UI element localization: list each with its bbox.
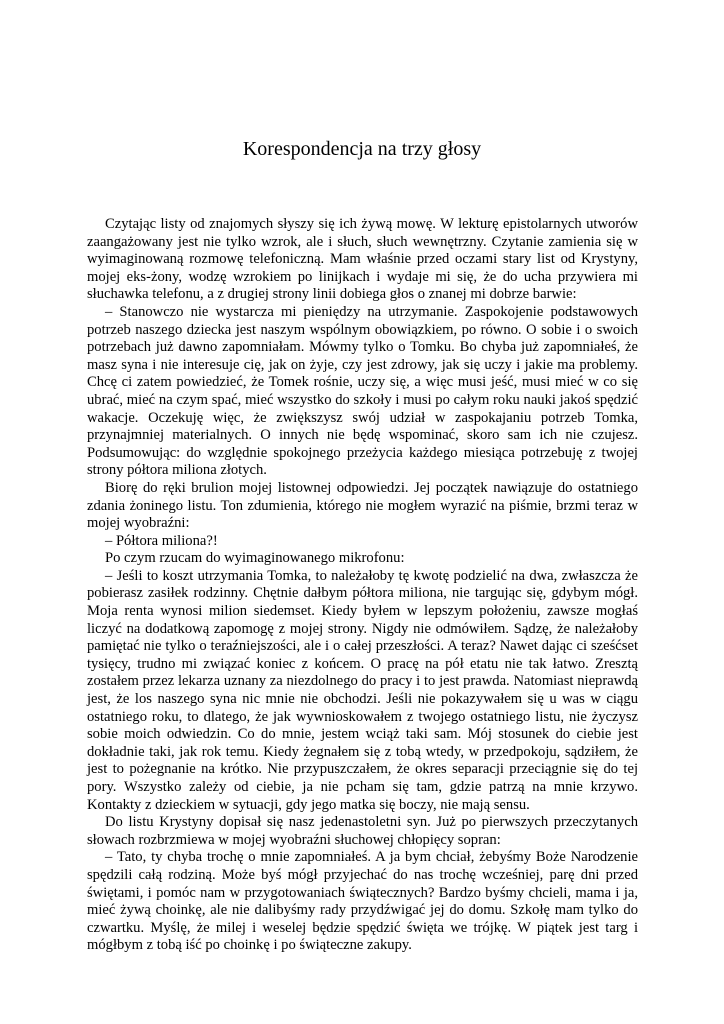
page-title: Korespondencja na trzy głosy [242,138,482,160]
paragraph: – Stanowczo nie wystarcza mi pieniędzy na utrzymanie. Zaspokojenie podstawowych potrzeb naszego dziecka jest naszym wspólnym obowiązkiem, po równo. O sobie i o swoich potrzebach już dawno zapomniałam. Mówmy tylko o Tomku. Bo chyba już zapomniałeś, że masz syna i nie interesuje cię, jak on żyje, czy jest zdrowy, jak się uczy i jakie ma problemy. Chcę ci zatem powiedzieć, że Tomek rośnie, uczy się, a więc musi jeść, musi mieć w co się ubrać, mieć na czym spać, mieć wszystko do szkoły i musi po całym roku nauki jakoś spędzić wakacje. Oczekuję więc, że zwiększysz swój udział w zaspokajaniu potrzeb Tomka, przynajmniej materialnych. O innych nie będę wspominać, skoro sam ich nie czujesz. Podsumowując: do względnie spokojnego przeżycia każdego miesiąca potrzebuję z twojej strony półtora miliona złotych. [87,303,638,479]
paragraph: – Jeśli to koszt utrzymania Tomka, to należałoby tę kwotę podzielić na dwa, zwłaszcza że pobierasz zasiłek rodzinny. Chętnie dałbym półtora miliona, nie targując się, gdybym mógł. Moja renta wynosi milion siedemset. Kiedy byłem w lepszym położeniu, zawsze mogłaś liczyć na dodatkową zapomogę z mojej strony. Nigdy nie odmówiłem. Sądzę, że należałoby pamiętać nie tylko o teraźniejszości, ale i o całej przeszłości. A teraz? Nawet dając ci sześćset tysięcy, trudno mi związać koniec z końcem. O pracę na pół etatu nie tak łatwo. Zresztą zostałem przez lekarza uznany za niezdolnego do pracy i to jest prawda. Natomiast nieprawdą jest, że los naszego syna nic mnie nie obchodzi. Jeśli nie pokazywałem się u was w ciągu ostatniego roku, to dlatego, że jak wywnioskowałem z twojego ostatniego listu, nie życzysz sobie moich odwiedzin. Co do mnie, jestem wciąż taki sam. Mój stosunek do ciebie jest dokładnie taki, jak rok temu. Kiedy żegnałem się z tobą wtedy, w przedpokoju, sądziłem, że jest to pożegnanie na krótko. Nie przypuszczałem, że okres separacji przeciągnie się do tej pory. Wszystko zależy od ciebie, ja nie pcham się tam, gdzie patrzą na mnie krzywo. Kontakty z dzieckiem w sytuacji, gdy jego matka się boczy, nie mają sensu. [87,567,638,813]
paragraph: Do listu Krystyny dopisał się nasz jedenastoletni syn. Już po pierwszych przeczytanych słowach rozbrzmiewa w mojej wyobraźni słuchowej chłopięcy sopran: [87,814,638,848]
paragraph: – Półtora miliona?! [105,532,218,549]
paragraph: Czytając listy od znajomych słyszy się ich żywą mowę. W lekturę epistolarnych utworów zaangażowany jest nie tylko wzrok, ale i słuch, słuch wewnętrzny. Czytanie zamienia się w wyimaginowaną rozmowę telefoniczną. Mam właśnie przed oczami stary list od Krystyny, mojej eks-żony, wodzę wzrokiem po linijkach i wydaje mi się, że do ucha przywiera mi słuchawka telefonu, a z drugiej strony linii dobiega głos o znanej mi dobrze barwie: [87,216,638,303]
paragraph: – Tato, ty chyba trochę o mnie zapomniałeś. A ja bym chciał, żebyśmy Boże Narodzenie spędzili całą rodziną. Może byś mógł przyjechać do nas trochę wcześniej, parę dni przed świętami, i pomóc nam w przygotowaniach świątecznych? Bardzo byśmy chcieli, mama i ja, mieć żywą choinkę, ale nie dalibyśmy rady przydźwigać jej do domu. Szkołę mam tylko do czwartku. Myślę, że milej i weselej będzie spędzić święta we trójkę. W piątek jest targ i mógłbym z tobą iść po choinkę i po świąteczne zakupy. [87,849,638,954]
body-text [87,216,638,955]
paragraph: Biorę do ręki brulion mojej listownej odpowiedzi. Jej początek nawiązuje do ostatniego zdania żoninego listu. Ton zdumienia, którego nie mogłem wyrazić na piśmie, brzmi teraz w mojej wyobraźni: [87,479,638,532]
paragraph: Po czym rzucam do wyimaginowanego mikrofonu: [105,550,405,567]
